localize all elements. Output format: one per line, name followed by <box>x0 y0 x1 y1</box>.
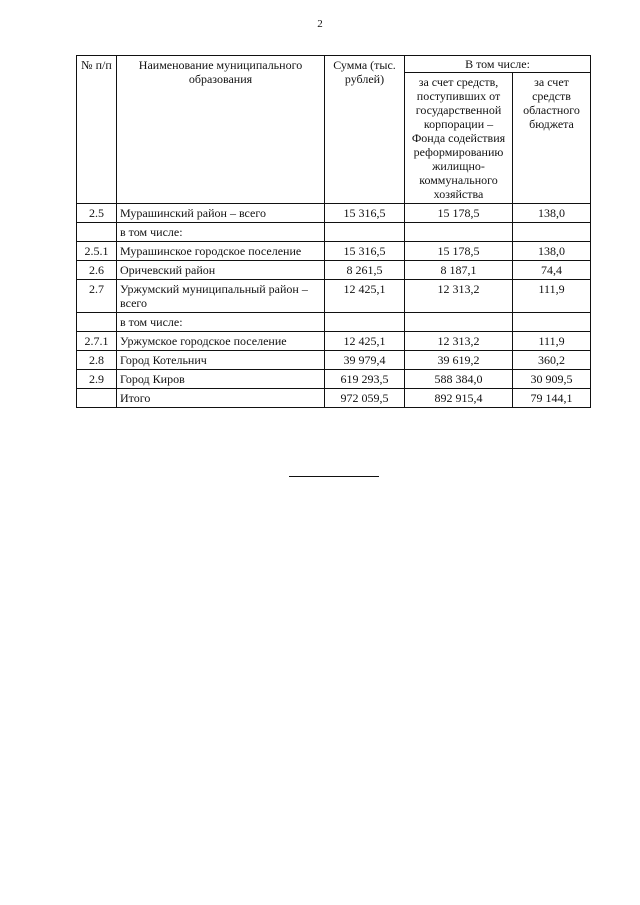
row-fund <box>405 223 513 242</box>
row-name: Мурашинское городское поселение <box>117 242 325 261</box>
row-sum: 15 316,5 <box>325 204 405 223</box>
row-num: 2.6 <box>77 261 117 280</box>
row-name: Город Котельнич <box>117 351 325 370</box>
row-name: Город Киров <box>117 370 325 389</box>
row-fund: 892 915,4 <box>405 389 513 408</box>
row-sum: 8 261,5 <box>325 261 405 280</box>
row-sum: 972 059,5 <box>325 389 405 408</box>
header-fund: за счет средств, поступивших от государственной корпорации – Фонда содействия реформированию жилищно-коммунального хозяйства <box>405 73 513 204</box>
row-sum: 39 979,4 <box>325 351 405 370</box>
row-regional <box>513 223 591 242</box>
row-name: в том числе: <box>117 313 325 332</box>
header-name: Наименование муниципального образования <box>117 56 325 204</box>
header-sum: Сумма (тыс. рублей) <box>325 56 405 204</box>
row-name: Уржумский муниципальный район – всего <box>117 280 325 313</box>
row-num: 2.8 <box>77 351 117 370</box>
row-sum: 12 425,1 <box>325 332 405 351</box>
table-row <box>77 332 591 351</box>
table-row <box>77 313 591 332</box>
row-regional: 138,0 <box>513 242 591 261</box>
table-row <box>77 261 591 280</box>
row-name: Мурашинский район – всего <box>117 204 325 223</box>
row-regional: 79 144,1 <box>513 389 591 408</box>
row-sum: 619 293,5 <box>325 370 405 389</box>
row-name: Уржумское городское поселение <box>117 332 325 351</box>
page-number: 2 <box>317 18 323 30</box>
row-regional: 30 909,5 <box>513 370 591 389</box>
table-row <box>77 370 591 389</box>
row-fund: 12 313,2 <box>405 332 513 351</box>
row-regional: 138,0 <box>513 204 591 223</box>
row-fund: 8 187,1 <box>405 261 513 280</box>
header-num: № п/п <box>77 56 117 204</box>
end-divider <box>289 476 379 477</box>
row-num <box>77 313 117 332</box>
table-row <box>77 242 591 261</box>
row-regional: 360,2 <box>513 351 591 370</box>
row-sum <box>325 223 405 242</box>
table-row <box>77 204 591 223</box>
header-including: В том числе: <box>405 56 591 73</box>
row-sum <box>325 313 405 332</box>
table-row <box>77 223 591 242</box>
row-regional: 74,4 <box>513 261 591 280</box>
table-row <box>77 351 591 370</box>
row-num: 2.5 <box>77 204 117 223</box>
table-row <box>77 389 591 408</box>
row-sum: 15 316,5 <box>325 242 405 261</box>
row-regional: 111,9 <box>513 280 591 313</box>
row-num: 2.9 <box>77 370 117 389</box>
row-num: 2.7 <box>77 280 117 313</box>
row-name: Оричевский район <box>117 261 325 280</box>
row-name: в том числе: <box>117 223 325 242</box>
header-regional: за счет средств областного бюджета <box>513 73 591 204</box>
row-fund: 588 384,0 <box>405 370 513 389</box>
row-fund <box>405 313 513 332</box>
header-row <box>77 56 591 73</box>
row-fund: 39 619,2 <box>405 351 513 370</box>
row-num: 2.7.1 <box>77 332 117 351</box>
funding-table <box>76 55 591 408</box>
row-fund: 15 178,5 <box>405 242 513 261</box>
row-sum: 12 425,1 <box>325 280 405 313</box>
table-row <box>77 280 591 313</box>
table-body <box>77 204 591 408</box>
row-fund: 15 178,5 <box>405 204 513 223</box>
row-name: Итого <box>117 389 325 408</box>
row-num: 2.5.1 <box>77 242 117 261</box>
row-fund: 12 313,2 <box>405 280 513 313</box>
row-num <box>77 223 117 242</box>
row-regional <box>513 313 591 332</box>
row-num <box>77 389 117 408</box>
row-regional: 111,9 <box>513 332 591 351</box>
